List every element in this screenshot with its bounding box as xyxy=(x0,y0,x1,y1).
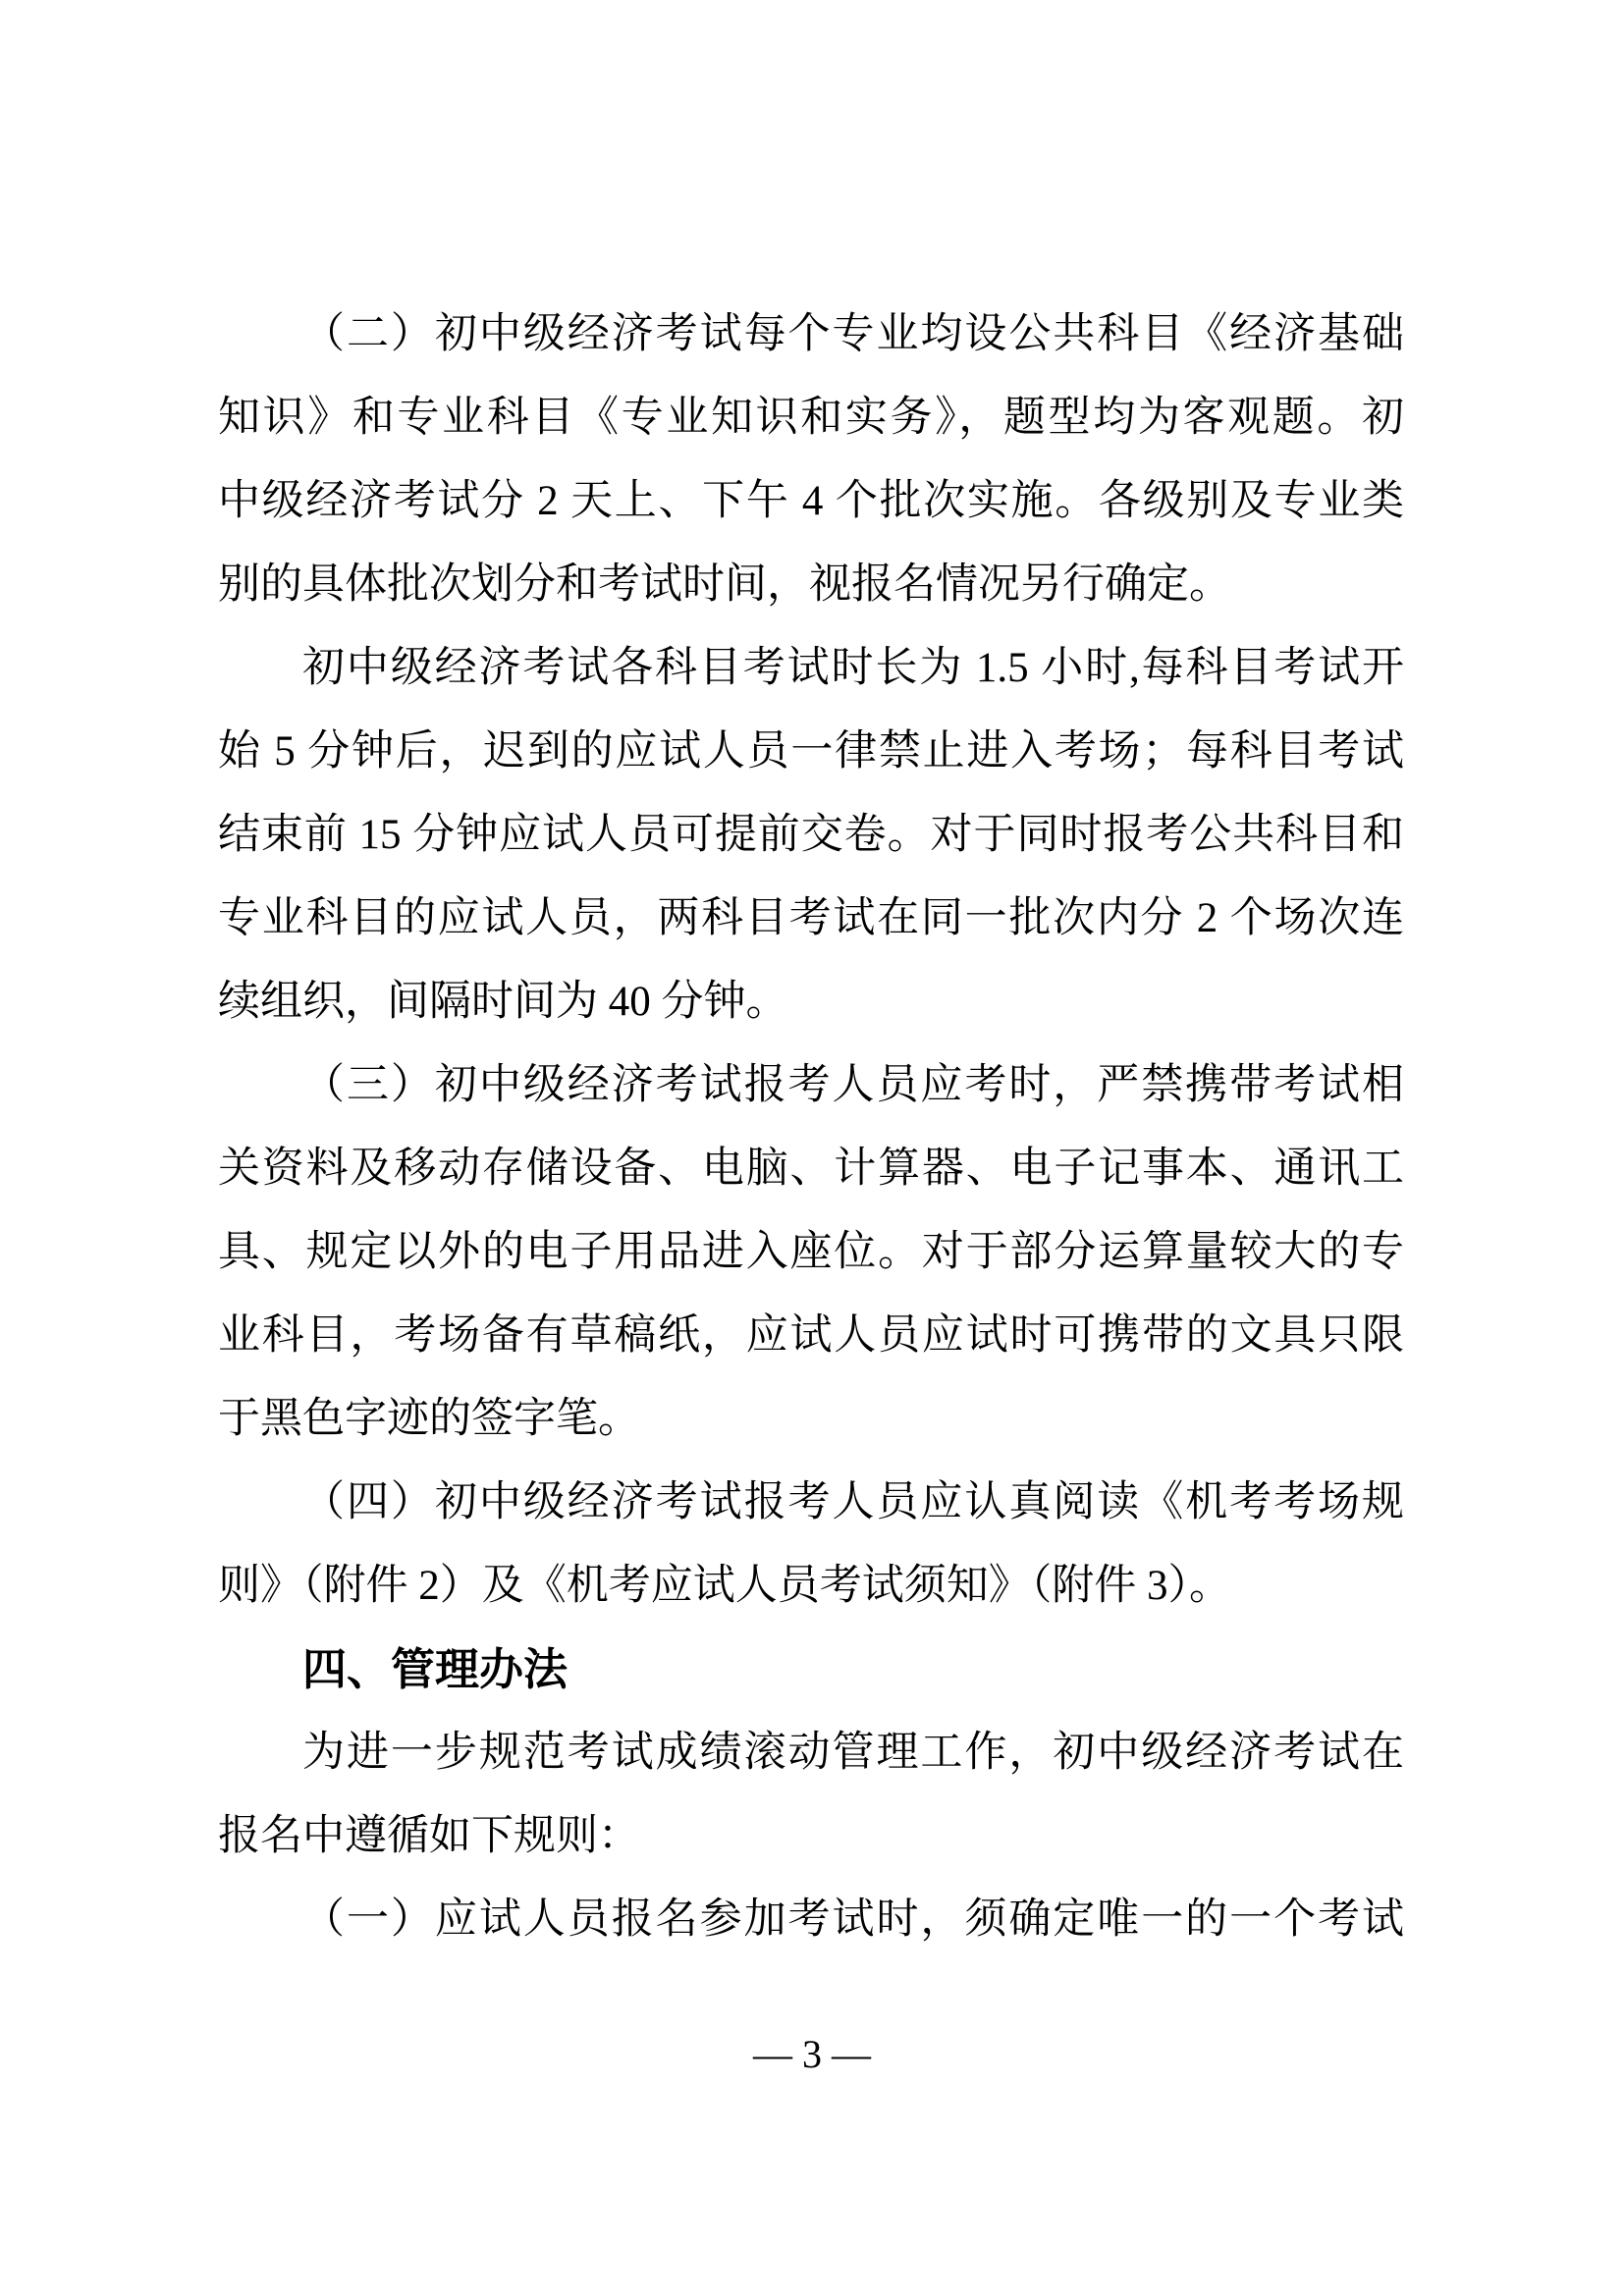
page-number: — 3 — xyxy=(753,2032,871,2076)
text-line: 具、规定以外的电子用品进入座位。对于部分运算量较大的专 xyxy=(218,1229,1404,1275)
text-line: 则》（附件 2）及《机考应试人员考试须知》（附件 3）。 xyxy=(218,1563,1231,1609)
text-line: 始 5 分钟后，迟到的应试人员一律禁止进入考场；每科目考试 xyxy=(218,728,1404,774)
text-line: 结束前 15 分钟应试人员可提前交卷。对于同时报考公共科目和 xyxy=(218,812,1404,858)
text-line: （一）应试人员报名参加考试时，须确定唯一的一个考试 xyxy=(302,1896,1404,1943)
text-line: 报名中遵循如下规则： xyxy=(218,1813,640,1859)
text-line: 业科目，考场备有草稿纸，应试人员应试时可携带的文具只限 xyxy=(218,1312,1404,1359)
text-line: 专业科目的应试人员，两科目考试在同一批次内分 2 个场次连 xyxy=(218,895,1404,941)
text-line: （二）初中级经济考试每个专业均设公共科目《经济基础 xyxy=(302,311,1404,357)
text-line: 为进一步规范考试成绩滚动管理工作，初中级经济考试在 xyxy=(302,1730,1404,1776)
text-line: （三）初中级经济考试报考人员应考时，严禁携带考试相 xyxy=(302,1062,1404,1108)
text-line: 于黑色字迹的签字笔。 xyxy=(218,1396,640,1442)
section-heading-management: 四、管理办法 xyxy=(302,1644,568,1694)
text-line: （四）初中级经济考试报考人员应认真阅读《机考考场规 xyxy=(302,1479,1404,1525)
text-line: 别的具体批次划分和考试时间，视报名情况另行确定。 xyxy=(218,561,1231,608)
text-line: 续组织，间隔时间为 40 分钟。 xyxy=(218,979,788,1025)
text-line: 初中级经济考试各科目考试时长为 1.5 小时,每科目考试开 xyxy=(302,645,1404,691)
text-line: 中级经济考试分 2 天上、下午 4 个批次实施。各级别及专业类 xyxy=(218,478,1404,524)
text-line: 知识》和专业科目《专业知识和实务》，题型均为客观题。初 xyxy=(218,395,1404,441)
document-body xyxy=(218,293,1404,1961)
text-line: 关资料及移动存储设备、电脑、计算器、电子记事本、通讯工 xyxy=(218,1146,1404,1192)
